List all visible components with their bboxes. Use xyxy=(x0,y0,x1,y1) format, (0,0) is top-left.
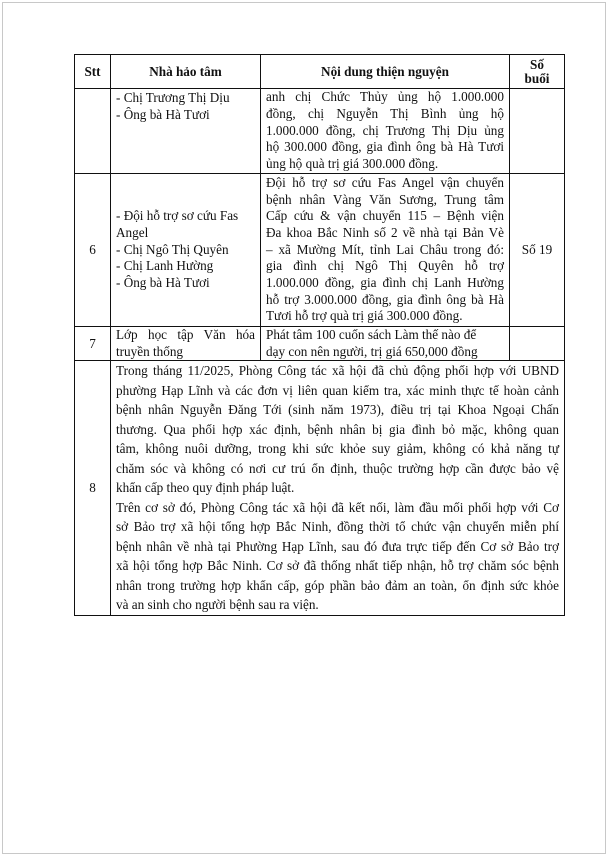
donor-cell xyxy=(111,89,261,174)
content-cell xyxy=(261,327,510,361)
content-line: xã hội tổng hợp Bắc Ninh. Cơ sở đã thống nhất tiếp nhận, hỗ trợ chăm sóc bệnh xyxy=(116,558,559,574)
donor-line: - Chị Lanh Hường xyxy=(116,258,214,274)
content-line: Đa khoa Bắc Ninh số 2 về nhà tại Bản Vè xyxy=(266,224,504,240)
charity-table xyxy=(74,54,565,616)
content-line: ủng hộ quà trị giá 300.000 đồng. xyxy=(266,156,439,172)
table-header-row xyxy=(75,55,565,89)
donor-line: - Ông bà Hà Tươi xyxy=(116,275,210,291)
donor-line: Angel xyxy=(116,224,149,240)
header-content: Nội dung thiện nguyện xyxy=(261,55,510,89)
content-line: Đội hỗ trợ sơ cứu Fas Angel vận chuyển xyxy=(266,174,504,190)
stt-cell: 7 xyxy=(75,327,111,361)
content-cell xyxy=(261,89,510,174)
content-line: và an sinh cho người bệnh sau ra viện. xyxy=(116,597,319,613)
content-line: khẩn cấp theo quy định pháp luật. xyxy=(116,480,295,496)
merged-content-cell xyxy=(111,361,565,616)
content-line: nhân trong trường hợp khẩn cấp, góp phần bảo đảm an toàn, ổn định sức khỏe xyxy=(116,577,559,593)
content-line: sở Bảo trợ xã hội tổng hợp Bắc Ninh, đồng thời tổ chức vận chuyển miễn phí xyxy=(116,519,559,535)
stt-cell xyxy=(75,89,111,174)
session-cell: Số 19 xyxy=(510,174,565,327)
donor-line: - Chị Ngô Thị Quyên xyxy=(116,241,229,257)
header-stt: Stt xyxy=(75,55,111,89)
content-cell xyxy=(261,174,510,327)
table-row xyxy=(75,361,565,616)
content-line: bệnh nhân Vàng Văn Sương, Trung tâm xyxy=(266,191,504,207)
content-line: Tươi hỗ trợ quà trị giá 300.000 đồng. xyxy=(266,308,463,324)
content-line: hỗ trợ 3.000.000 đồng, gia đình ông bà Hà xyxy=(266,291,504,307)
donor-cell xyxy=(111,327,261,361)
donor-line: Lớp học tập Văn hóa xyxy=(116,327,255,342)
header-session-line2: buổi xyxy=(524,70,550,86)
content-line: Trong tháng 11/2025, Phòng Công tác xã hội đã chủ động phối hợp với UBND xyxy=(116,363,559,379)
header-session xyxy=(510,55,565,89)
donor-line: - Đội hỗ trợ sơ cứu Fas xyxy=(116,208,239,224)
content-line: thương. Qua phối hợp xác định, bệnh nhân bị gia đình bỏ mặc, không quan xyxy=(116,421,559,437)
content-line: Phát tâm 100 cuốn sách Làm thế nào để xyxy=(266,327,477,342)
header-session-line1: Số xyxy=(530,56,544,72)
content-line: – xã Mường Mít, tỉnh Lai Châu trong đó: xyxy=(266,241,504,257)
content-line: phường Hạp Lĩnh và các đơn vị liên quan kiểm tra, xác minh thực tế hoàn cảnh xyxy=(116,382,559,398)
content-line: Cấp cứu & vận chuyển 115 – Bệnh viện xyxy=(266,208,504,224)
content-line: đồng, chị Nguyễn Thị Bình ủng hộ xyxy=(266,105,504,121)
table-row xyxy=(75,327,565,361)
session-cell xyxy=(510,327,565,361)
session-cell xyxy=(510,89,565,174)
stt-cell: 8 xyxy=(75,361,111,616)
content-line: anh chị Chức Thủy ủng hộ 1.000.000 xyxy=(266,89,504,105)
content-line: chăm sóc và không có nơi cư trú ổn định, thuộc trường hợp cần được bảo vệ xyxy=(116,460,559,476)
donor-line: truyền thống xyxy=(116,343,184,359)
content-line: Trên cơ sở đó, Phòng Công tác xã hội đã kết nối, làm đầu mối phối hợp với Cơ xyxy=(116,499,559,515)
content-line: 1.000.000 đồng, chị Trương Thị Dịu ủng xyxy=(266,122,504,138)
content-line: dạy con nên người, trị giá 650,000 đồng xyxy=(266,343,478,359)
content-line: tâm, không nuôi dưỡng, trong khi sức khỏe suy giảm, không có khả năng tự xyxy=(116,441,559,457)
donor-line: - Chị Trương Thị Dịu xyxy=(116,90,230,105)
donor-cell xyxy=(111,174,261,327)
content-line: 1.000.000 đồng, gia đình chị Lanh Hường xyxy=(266,275,504,291)
content-line: gia đình chị Ngô Thị Quyên hỗ trợ xyxy=(266,258,504,274)
content-line: bệnh nhân Nguyễn Đăng Tới (sinh năm 1973), điều trị tại Khoa Ngoại Chấn xyxy=(116,402,559,418)
donor-line: - Ông bà Hà Tươi xyxy=(116,106,210,122)
table-row xyxy=(75,174,565,327)
table-row xyxy=(75,89,565,174)
header-donor: Nhà hảo tâm xyxy=(111,55,261,89)
stt-cell: 6 xyxy=(75,174,111,327)
content-line: hộ 300.000 đồng, gia đình ông bà Hà Tươi xyxy=(266,139,504,155)
content-line: bệnh nhân về nhà tại Phường Hạp Lĩnh, sau đó đưa trực tiếp đến Cơ sở Bảo trợ xyxy=(116,538,559,554)
